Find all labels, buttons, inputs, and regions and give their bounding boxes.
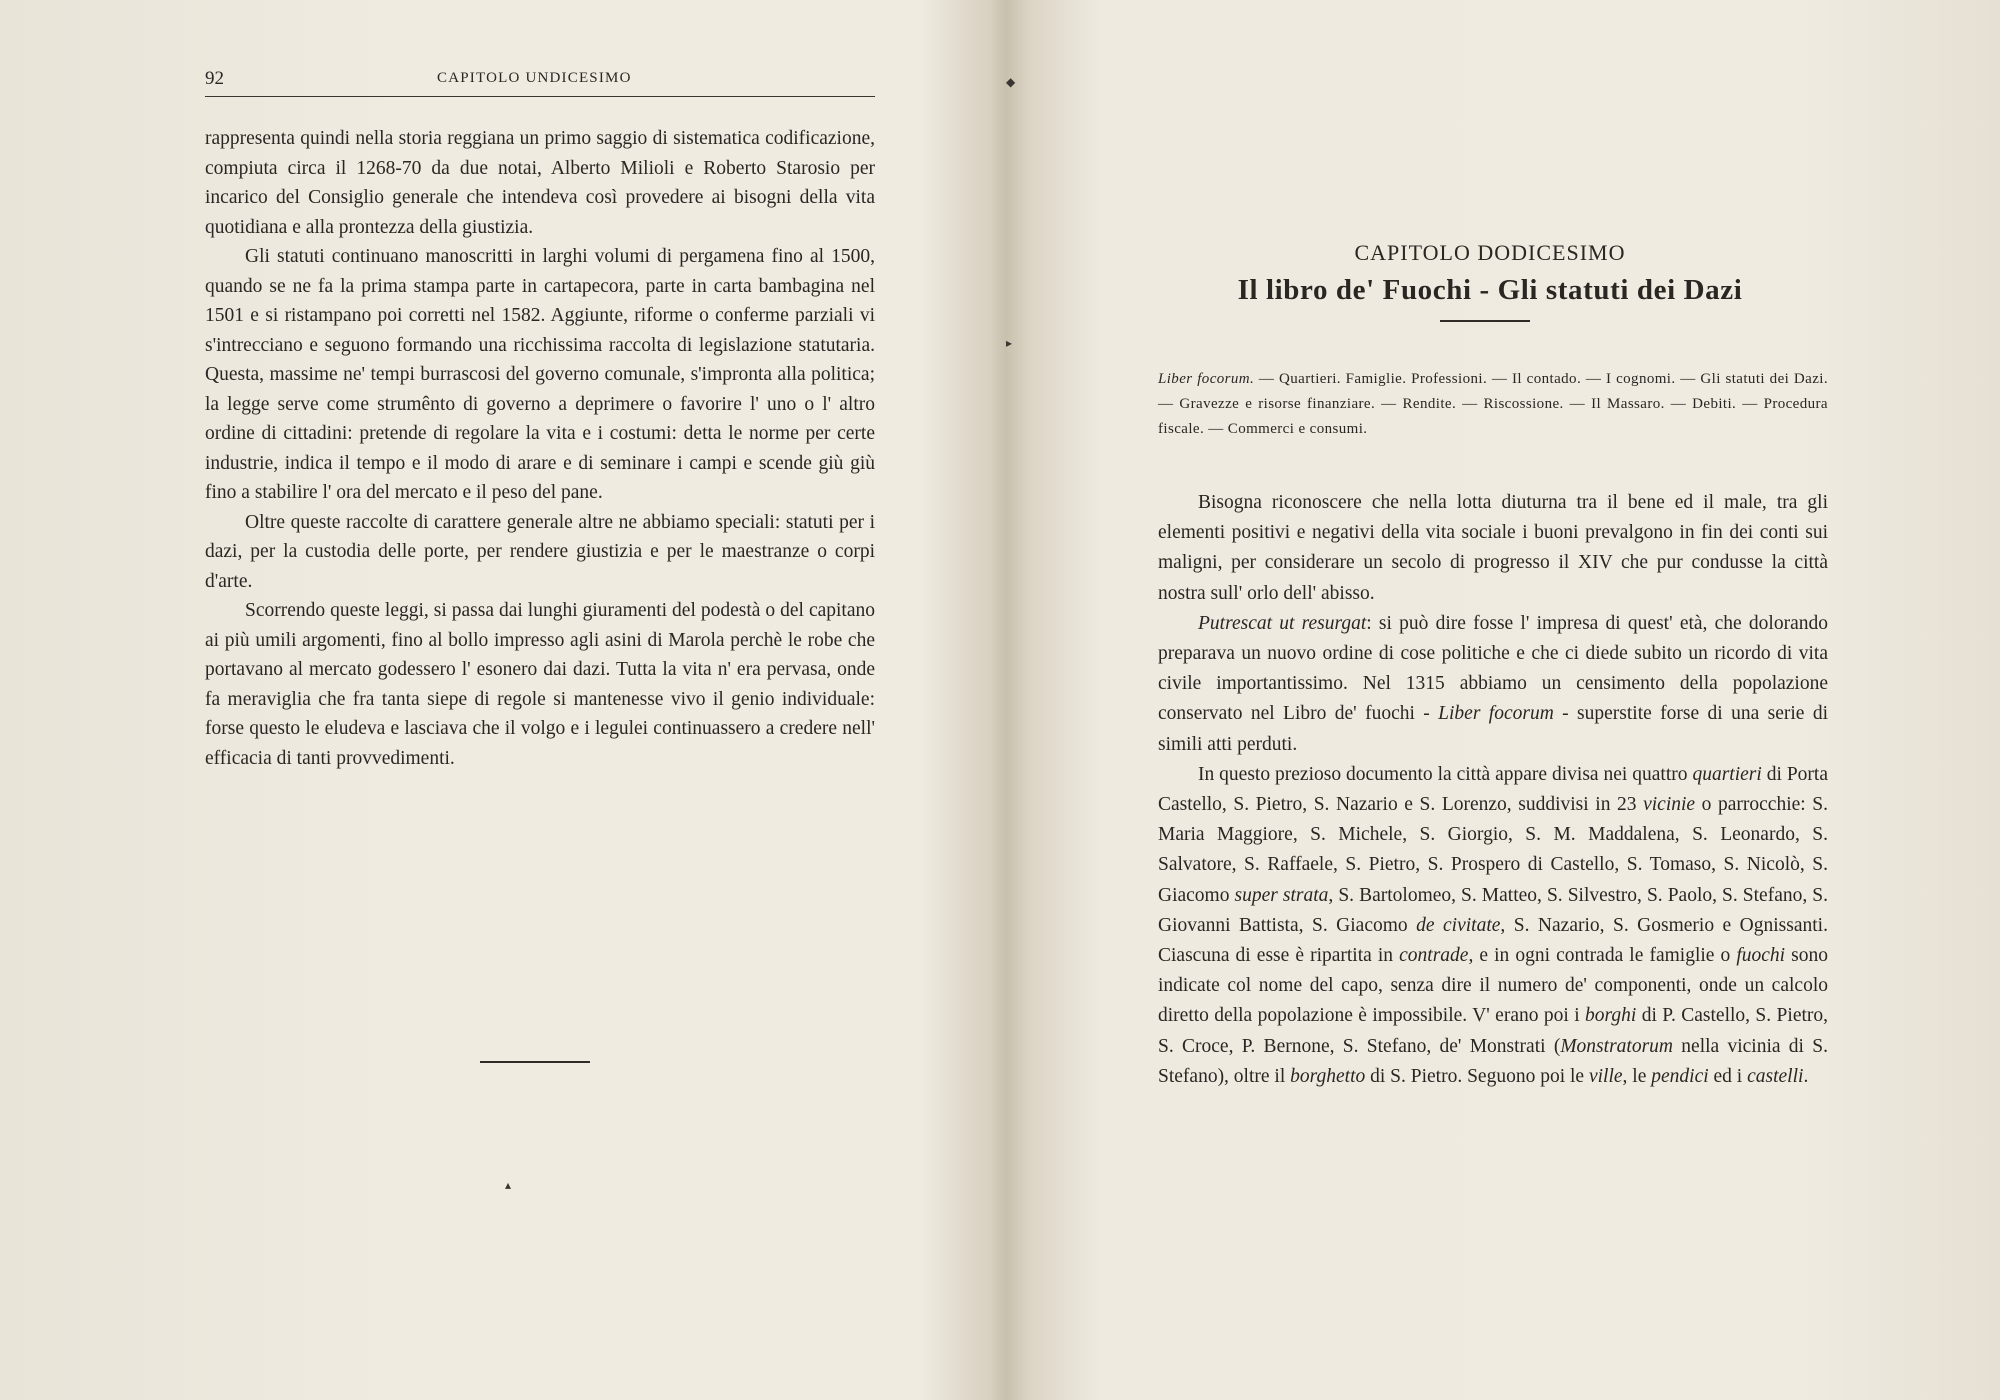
chapter-title: Il libro de' Fuochi - Gli statuti dei Dazi <box>1237 274 1743 306</box>
paragraph: In questo prezioso documento la città appare divisa nei quattro quartieri di Porta Castello, S. Pietro, S. Nazario e S. Lorenzo, suddivisi in 23 vicinie o parrocchie: S. Maria Maggiore, S. Michele, S. Giorgio, S. M. Maddalena, S. Leonardo, S. Salvatore, S. Raffaele, S. Pietro, S. Prospero di Castello, S. Tomaso, S. Nicolò, S. Giacomo super strata, S. Bartolomeo, S. Matteo, S. Silvestro, S. Paolo, S. Stefano, S. Giovanni Battista, S. Giacomo de civitate, S. Nazario, S. Gosmerio e Ognissanti. Ciascuna di esse è ripartita in contrade, e in ogni contrada le famiglie o fuochi sono indicate col nome del capo, senza dire il numero de' componenti, onde un calcolo diretto della popolazione è impossibile. V' erano poi i borghi di P. Castello, S. Pietro, S. Croce, P. Bernone, S. Stefano, de' Monstrati (Monstratorum nella vicinia di S. Stefano), oltre il borghetto di S. Pietro. Seguono poi le ville, le pendici ed i castelli. <box>1158 763 1829 1087</box>
paragraph: Oltre queste raccolte di carattere generale altre ne abbiamo speciali: statuti per i dazi, per la custodia delle porte, per rendere giustizia e per le maestranze o corpi d'arte. <box>205 511 875 592</box>
ink-speck: ▸ <box>1006 336 1013 350</box>
paragraph: Putrescat ut resurgat: si può dire fosse l' impresa di quest' età, che dolorando preparava un nuovo ordine di cose politiche e che ci diede subito un ricordo di vita civile importantissimo. Nel 1315 abbiamo un censimento della popolazione conservato nel Libro de' fuochi - Liber focorum - superstite forse di una serie di simili atti perduti. <box>1158 612 1829 755</box>
running-title: CAPITOLO UNDICESIMO <box>437 70 632 86</box>
title-rule <box>1440 320 1530 322</box>
ink-speck: ▴ <box>505 1178 512 1192</box>
summary-text: — Quartieri. Famiglie. Professioni. — Il contado. — I cognomi. — Gli statuti dei Dazi. — Gravezze e risorse finanziare. — Rendite. — Riscossione. — Il Massaro. — Debiti. — Procedura fiscale. — Commerci e consumi. <box>1158 371 1828 437</box>
body-text <box>1158 488 1828 1092</box>
chapter-summary <box>1158 367 1828 442</box>
paragraph: Scorrendo queste leggi, si passa dai lunghi giuramenti del podestà o del capitano ai più umili argomenti, fino al bollo impresso agli asini di Marola perchè le robe che portavano al mercato godessero l' esonero dai dazi. Tutta la vita n' era pervasa, onde fa meraviglia che fra tanta siepe di regole si mantenesse vivo il genio individuale: forse questo le eludeva e lasciava che il volgo e i legulei continuassero a credere nell' efficacia di tanti provvedimenti. <box>205 600 875 769</box>
running-head <box>205 68 875 97</box>
section-end-rule <box>480 1061 590 1063</box>
paragraph: Gli statuti continuano manoscritti in larghi volumi di pergamena fino al 1500, quando se ne fa la prima stampa parte in cartapecora, parte in carta bambagina nel 1501 e si ristampano poi corretti nel 1582. Aggiunte, riforme o conferme parziali vi s'intrecciano e seguono formando una ricchissima raccolta di legislazione statutaria. Questa, massime ne' tempi burrascosi del governo comunale, s'impronta alla politica; la legge serve come strumênto di governo a deprimere o favorire l' uno o l' altro ordine di cittadini: pretende di regolare la vita e i costumi: detta le norme per certe industrie, indica il tempo e il modo di arare e di seminare i campi e scende giù giù fino a stabilire l' ora del mercato e il peso del pane. <box>205 246 875 503</box>
paragraph: rappresenta quindi nella storia reggiana un primo saggio di sistematica codificazione, compiuta circa il 1268-70 da due notai, Alberto Milioli e Roberto Starosio per incarico del Consiglio generale che intendeva così provedere ai bisogni della vita quotidiana e alla prontezza della giustizia. <box>205 128 875 238</box>
chapter-label: CAPITOLO DODICESIMO <box>1354 240 1626 265</box>
summary-lead: Liber focorum. <box>1158 371 1255 387</box>
ink-speck: ◆ <box>1006 75 1016 89</box>
page-number: 92 <box>205 68 224 89</box>
paragraph: Bisogna riconoscere che nella lotta diuturna tra il bene ed il male, tra gli elementi positivi e negativi della vita sociale i buoni prevalgono in fin dei conti sui maligni, per considerare un secolo di progresso il XIV che pur condusse la città nostra sull' orlo dell' abisso. <box>1158 492 1828 604</box>
right-page <box>1000 0 2000 1400</box>
body-text <box>205 124 875 773</box>
